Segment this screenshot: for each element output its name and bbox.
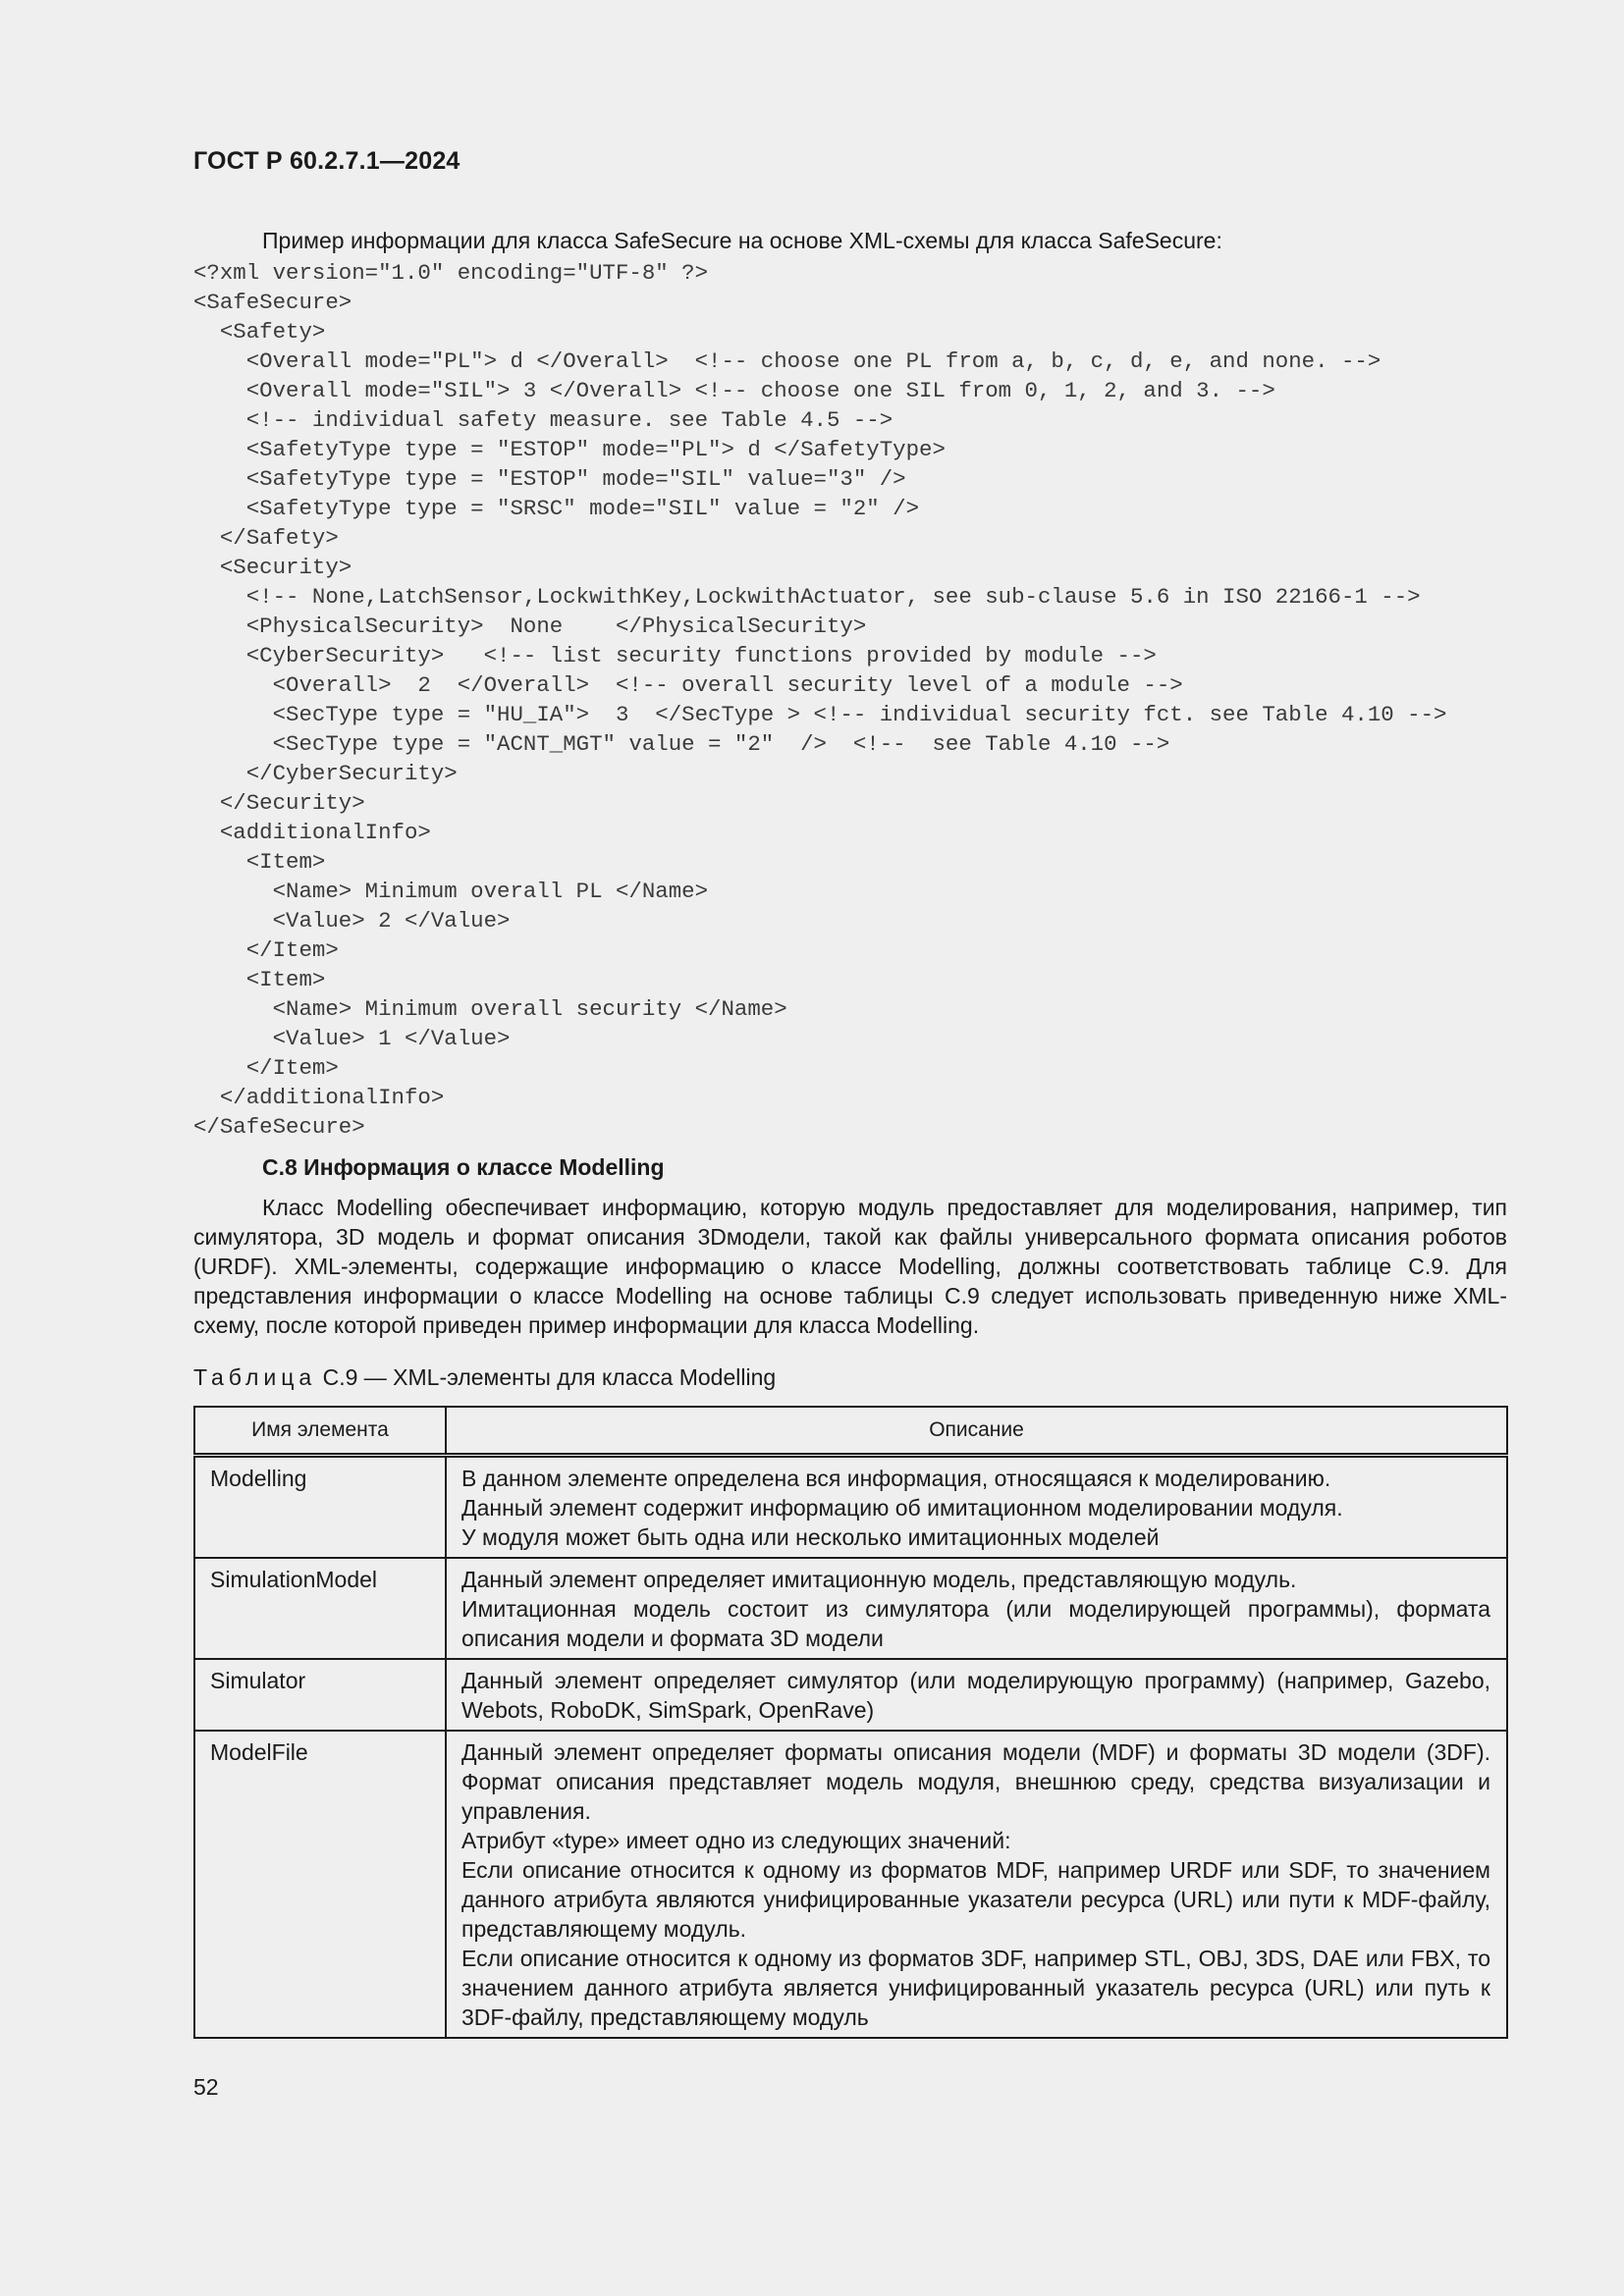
code-line: <?xml version="1.0" encoding="UTF-8" ?> xyxy=(193,260,709,286)
code-line: <SafeSecure> xyxy=(193,290,352,315)
description-line: Данный элемент содержит информацию об имитационном моделировании модуля. xyxy=(461,1495,1343,1521)
section-title: С.8 Информация о классе Modelling xyxy=(262,1154,665,1180)
code-line: <Item> xyxy=(193,849,326,875)
code-line: <Overall mode="PL"> d </Overall> <!-- choose one PL from a, b, c, d, e, and none. --> xyxy=(193,348,1381,374)
code-line: <SafetyType type = "ESTOP" mode="PL"> d </SafetyType> xyxy=(193,437,946,462)
code-line: <!-- individual safety measure. see Table 4.5 --> xyxy=(193,407,893,433)
column-header-name: Имя элемента xyxy=(194,1407,446,1456)
code-line: </SafeSecure> xyxy=(193,1114,365,1140)
code-line: <SecType type = "ACNT_MGT" value = "2" /> <!-- see Table 4.10 --> xyxy=(193,731,1170,757)
code-line: <SafetyType type = "ESTOP" mode="SIL" value="3" /> xyxy=(193,466,906,492)
element-description-cell xyxy=(446,1731,1507,2038)
description-line: Данный элемент определяет имитационную модель, представляющую модуль. xyxy=(461,1567,1297,1592)
code-line: </Safety> xyxy=(193,525,339,551)
element-description-cell xyxy=(446,1558,1507,1659)
table-row xyxy=(194,1731,1507,2038)
code-line: </additionalInfo> xyxy=(193,1085,445,1110)
code-line: <additionalInfo> xyxy=(193,820,431,845)
element-description-cell xyxy=(446,1456,1507,1559)
code-line: <Overall> 2 </Overall> <!-- overall security level of a module --> xyxy=(193,672,1183,698)
code-line: <Name> Minimum overall security </Name> xyxy=(193,996,787,1022)
code-line: <Value> 1 </Value> xyxy=(193,1026,511,1051)
code-line: <Value> 2 </Value> xyxy=(193,908,511,934)
xml-elements-table xyxy=(193,1406,1508,2039)
description-line: Если описание относится к одному из форматов MDF, например URDF или SDF, то значением данного атрибута являются унифицированные указатели ресурса (URL) или пути к MDF-файлу, представляющему модуль. xyxy=(461,1857,1490,1942)
code-line: </CyberSecurity> xyxy=(193,761,458,786)
description-line: Атрибут «type» имеет одно из следующих значений: xyxy=(461,1828,1011,1853)
code-line: <SafetyType type = "SRSC" mode="SIL" value = "2" /> xyxy=(193,496,920,521)
code-line: <Name> Minimum overall PL </Name> xyxy=(193,879,709,904)
description-line: В данном элементе определена вся информация, относящаяся к моделированию. xyxy=(461,1466,1331,1491)
code-line: <Security> xyxy=(193,555,352,580)
table-body xyxy=(194,1456,1507,2039)
code-line: <SecType type = "HU_IA"> 3 </SecType > <!-- individual security fct. see Table 4.10 --> xyxy=(193,702,1447,727)
element-name-cell: Simulator xyxy=(194,1659,446,1731)
element-name-cell: SimulationModel xyxy=(194,1558,446,1659)
section-paragraph: Класс Modelling обеспечивает информацию, которую модуль предоставляет для моделирования, например, тип симулятора, 3D модель и формат описания 3Dмодели, такой как файлы универсального формата описания роботов (URDF). XML-элементы, содержащие информацию о классе Modelling, должны соответствовать таблице С.9. Для представления информации о классе Modelling на основе таблицы С.9 следует использовать приведенную ниже XML-схему, после которой приведен пример информации для класса Modelling. xyxy=(193,1195,1507,1338)
document-header: ГОСТ Р 60.2.7.1—2024 xyxy=(193,147,460,175)
page-number: 52 xyxy=(193,2074,219,2100)
table-row xyxy=(194,1558,1507,1659)
code-line: </Item> xyxy=(193,1055,339,1081)
table-caption xyxy=(193,1364,776,1391)
code-line: <Overall mode="SIL"> 3 </Overall> <!-- choose one SIL from 0, 1, 2, and 3. --> xyxy=(193,378,1275,403)
code-line: <CyberSecurity> <!-- list security functions provided by module --> xyxy=(193,643,1157,668)
table-header-row xyxy=(194,1407,1507,1456)
table-caption-text: С.9 — XML-элементы для класса Modelling xyxy=(322,1364,777,1390)
table-caption-label: Таблица xyxy=(193,1364,317,1390)
code-line: </Item> xyxy=(193,937,339,963)
code-line: <Safety> xyxy=(193,319,326,345)
element-description-cell xyxy=(446,1659,1507,1731)
code-line: <Item> xyxy=(193,967,326,992)
element-name-cell: ModelFile xyxy=(194,1731,446,2038)
description-line: Если описание относится к одному из форматов 3DF, например STL, OBJ, 3DS, DAE или FBX, то значением данного атрибута является унифицированный указатель ресурса (URL) или путь к 3DF-файлу, представляющему модуль xyxy=(461,1946,1490,2030)
description-line: Имитационная модель состоит из симулятора (или моделирующей программы), формата описания модели и формата 3D модели xyxy=(461,1596,1490,1651)
description-line: Данный элемент определяет форматы описания модели (MDF) и форматы 3D модели (3DF). Формат описания представляет модель модуля, внешнюю среду, средства визуализации и управления. xyxy=(461,1739,1490,1824)
description-line: У модуля может быть одна или несколько имитационных моделей xyxy=(461,1524,1160,1550)
description-line: Данный элемент определяет симулятор (или моделирующую программу) (например, Gazebo, Webots, RoboDK, SimSpark, OpenRave) xyxy=(461,1668,1490,1723)
table-row xyxy=(194,1659,1507,1731)
example-intro: Пример информации для класса SafeSecure на основе XML-схемы для класса SafeSecure: xyxy=(262,228,1222,253)
element-name-cell: Modelling xyxy=(194,1456,446,1559)
code-line: <!-- None,LatchSensor,LockwithKey,LockwithActuator, see sub-clause 5.6 in ISO 22166-1 --> xyxy=(193,584,1421,610)
code-line: <PhysicalSecurity> None </PhysicalSecurity> xyxy=(193,614,867,639)
xml-code-block xyxy=(193,258,1446,1142)
code-line: </Security> xyxy=(193,790,365,816)
table-row xyxy=(194,1456,1507,1559)
column-header-description: Описание xyxy=(446,1407,1507,1456)
